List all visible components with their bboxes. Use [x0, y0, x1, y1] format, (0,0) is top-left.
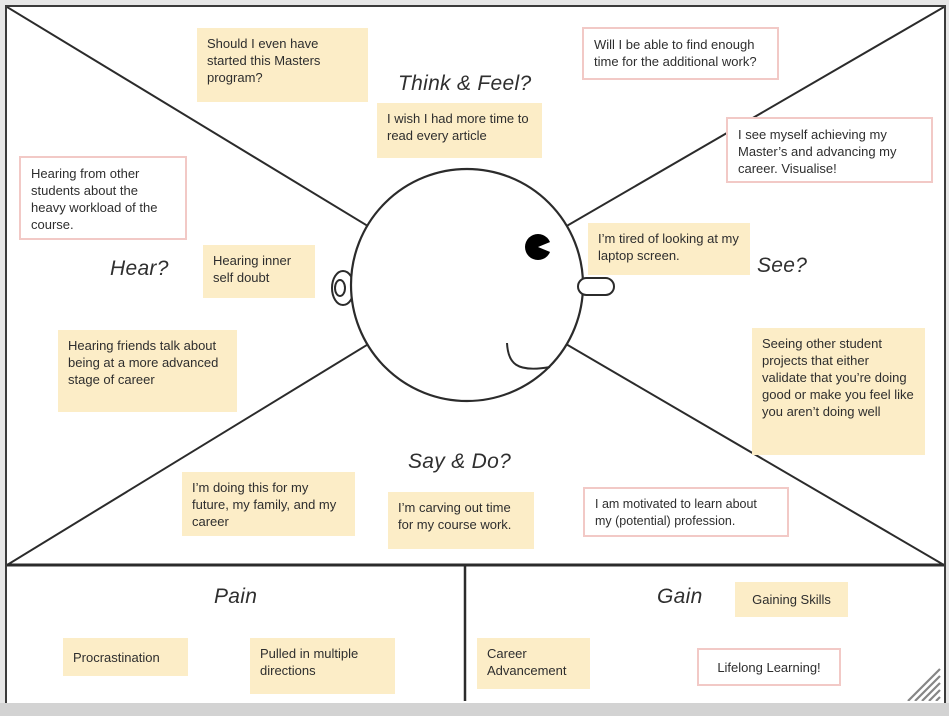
- sticky-note-hearing-friends[interactable]: Hearing friends talk about being at a more advanced stage of career: [58, 330, 237, 412]
- sticky-note-wish-more-time[interactable]: I wish I had more time to read every article: [377, 103, 542, 158]
- card-note-hearing-other-students[interactable]: Hearing from other students about the heavy workload of the course.: [19, 156, 187, 240]
- sticky-note-doing-for-future[interactable]: I’m doing this for my future, my family, and my career: [182, 472, 355, 536]
- head-figure: [332, 169, 614, 401]
- quadrant-label-say-do: Say & Do?: [408, 450, 512, 473]
- sticky-note-seeing-student-projects[interactable]: Seeing other student projects that either validate that you’re doing good or make you feel like you aren’t doing well: [752, 328, 925, 455]
- nose-shape: [578, 278, 614, 295]
- card-note-lifelong-learning[interactable]: Lifelong Learning!: [697, 648, 841, 686]
- sticky-note-tired-laptop[interactable]: I’m tired of looking at my laptop screen.: [588, 223, 750, 275]
- section-label-gain: Gain: [657, 585, 703, 608]
- sticky-note-pulled-directions[interactable]: Pulled in multiple directions: [250, 638, 395, 694]
- sticky-note-procrastination[interactable]: Procrastination: [63, 638, 188, 676]
- sticky-note-should-i-even[interactable]: Should I even have started this Masters program?: [197, 28, 368, 102]
- sticky-note-hearing-inner-doubt[interactable]: Hearing inner self doubt: [203, 245, 315, 298]
- head-circle: [351, 169, 583, 401]
- quadrant-label-think-feel: Think & Feel?: [398, 72, 532, 95]
- card-note-motivated-profession[interactable]: I am motivated to learn about my (potential) profession.: [583, 487, 789, 537]
- card-note-find-enough-time[interactable]: Will I be able to find enough time for the additional work?: [582, 27, 779, 80]
- quadrant-label-see: See?: [757, 254, 808, 277]
- section-label-pain: Pain: [214, 585, 258, 608]
- sticky-note-gaining-skills[interactable]: Gaining Skills: [735, 582, 848, 617]
- sticky-note-carving-out-time[interactable]: I’m carving out time for my course work.: [388, 492, 534, 549]
- sticky-note-career-advancement[interactable]: Career Advancement: [477, 638, 590, 689]
- quadrant-label-hear: Hear?: [110, 257, 169, 280]
- resize-handle-icon[interactable]: [908, 669, 940, 701]
- card-note-see-myself-achieving[interactable]: I see myself achieving my Master’s and advancing my career. Visualise!: [726, 117, 933, 183]
- page-bottom-margin: [0, 703, 949, 716]
